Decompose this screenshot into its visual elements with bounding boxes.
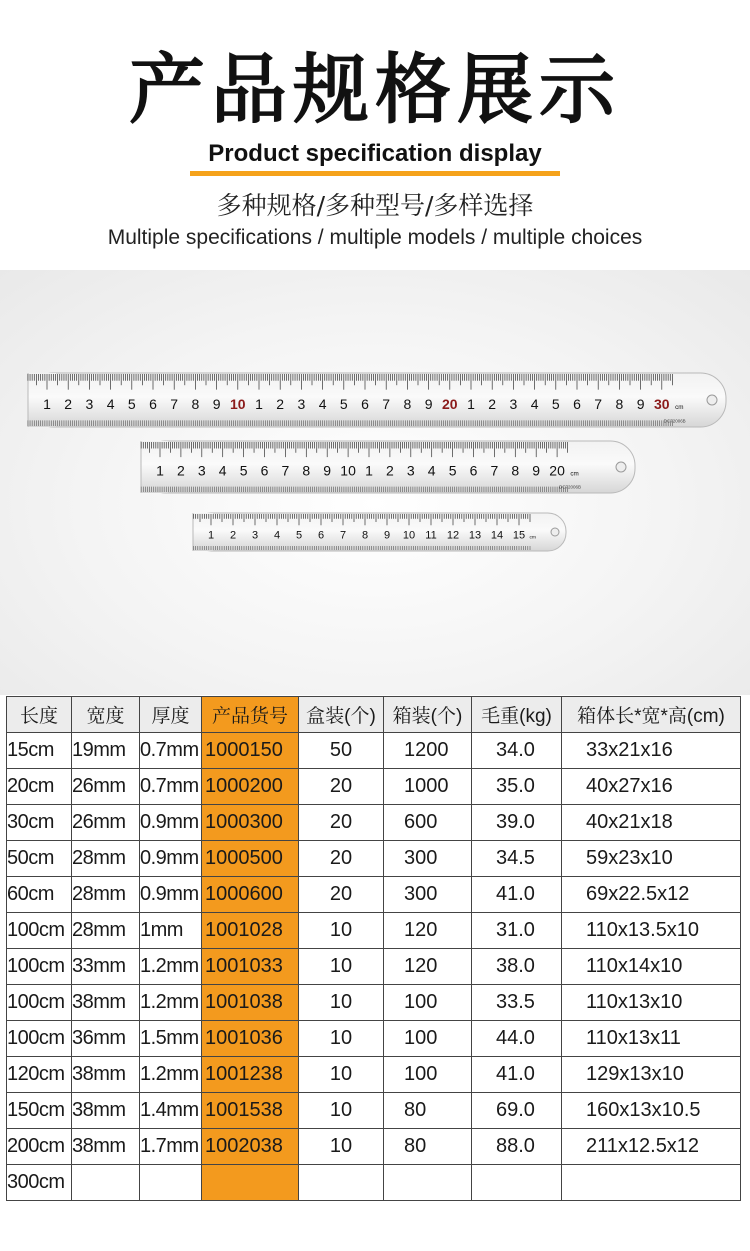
cell-gross-weight: 41.0 xyxy=(472,877,562,913)
cell-case-qty: 80 xyxy=(384,1129,472,1165)
cell-case-size: 110x14x10 xyxy=(562,949,741,985)
header-sku: 产品货号 xyxy=(202,697,299,733)
cell-sku: 1000150 xyxy=(202,733,299,769)
ruler-number: 2 xyxy=(276,395,285,412)
cell-thickness: 0.7mm xyxy=(140,769,202,805)
cell-gross-weight: 35.0 xyxy=(472,769,562,805)
cell-case-qty: 120 xyxy=(384,913,472,949)
cell-length: 15cm xyxy=(7,733,72,769)
cell-box-qty: 20 xyxy=(299,769,384,805)
ruler-number: 30 xyxy=(654,395,670,412)
cell-length: 60cm xyxy=(7,877,72,913)
ruler-svg xyxy=(192,512,567,552)
header-case-qty: 箱装(个) xyxy=(384,697,472,733)
cell-gross-weight: 69.0 xyxy=(472,1093,562,1129)
ruler-number: 3 xyxy=(509,395,518,412)
cell-sku xyxy=(202,1165,299,1201)
cell-case-size: 129x13x10 xyxy=(562,1057,741,1093)
ruler-hole xyxy=(707,395,717,405)
cell-length: 150cm xyxy=(7,1093,72,1129)
cell-gross-weight: 31.0 xyxy=(472,913,562,949)
cell-sku: 1001033 xyxy=(202,949,299,985)
cell-gross-weight: 34.5 xyxy=(472,841,562,877)
cell-width: 38mm xyxy=(72,985,140,1021)
ruler-number: 8 xyxy=(403,395,412,412)
ruler-hole xyxy=(551,528,559,536)
cell-case-size: 211x12.5x12 xyxy=(562,1129,741,1165)
cell-length: 300cm xyxy=(7,1165,72,1201)
ruler-number: 1 xyxy=(255,395,263,412)
cell-case-qty xyxy=(384,1165,472,1201)
ruler-number: 3 xyxy=(251,529,259,542)
table-row xyxy=(7,841,741,877)
ruler-number: 9 xyxy=(636,395,645,412)
cell-sku: 1001028 xyxy=(202,913,299,949)
cell-sku: 1001038 xyxy=(202,985,299,1021)
ruler-number: 8 xyxy=(361,529,369,542)
cell-thickness: 0.9mm xyxy=(140,877,202,913)
table-row xyxy=(7,769,741,805)
ruler-number: 4 xyxy=(427,462,436,479)
table-row xyxy=(7,913,741,949)
ruler-number: 5 xyxy=(239,462,248,479)
page-title: 产品规格展示 xyxy=(129,45,621,134)
cell-width: 28mm xyxy=(72,841,140,877)
table-row xyxy=(7,1129,741,1165)
cell-gross-weight: 38.0 xyxy=(472,949,562,985)
cell-sku: 1000500 xyxy=(202,841,299,877)
cell-thickness: 1mm xyxy=(140,913,202,949)
cell-thickness: 1.4mm xyxy=(140,1093,202,1129)
ruler-number: 7 xyxy=(382,395,391,412)
ruler-number: 9 xyxy=(323,462,332,479)
cell-case-qty: 300 xyxy=(384,877,472,913)
cell-case-size: 110x13x10 xyxy=(562,985,741,1021)
ruler-number: 6 xyxy=(260,462,269,479)
cell-length: 20cm xyxy=(7,769,72,805)
cell-box-qty: 20 xyxy=(299,877,384,913)
cell-box-qty: 10 xyxy=(299,949,384,985)
ruler-number: 5 xyxy=(339,395,348,412)
cell-thickness: 0.9mm xyxy=(140,841,202,877)
cell-thickness: 1.2mm xyxy=(140,949,202,985)
header-gross-weight: 毛重(kg) xyxy=(472,697,562,733)
cell-case-size: 40x27x16 xyxy=(562,769,741,805)
cell-length: 200cm xyxy=(7,1129,72,1165)
cell-sku: 1000200 xyxy=(202,769,299,805)
ruler-number: 9 xyxy=(212,395,221,412)
cell-gross-weight: 33.5 xyxy=(472,985,562,1021)
cell-width: 36mm xyxy=(72,1021,140,1057)
cell-box-qty: 10 xyxy=(299,1093,384,1129)
cell-case-qty: 100 xyxy=(384,1057,472,1093)
cell-thickness: 1.2mm xyxy=(140,985,202,1021)
ruler-number: 5 xyxy=(448,462,457,479)
ruler-number: 7 xyxy=(281,462,290,479)
ruler-15cm xyxy=(192,512,567,552)
cell-case-size xyxy=(562,1165,741,1201)
cell-sku: 1000300 xyxy=(202,805,299,841)
ruler-number: 8 xyxy=(511,462,520,479)
ruler-number: 2 xyxy=(488,395,497,412)
cell-sku: 1002038 xyxy=(202,1129,299,1165)
cell-box-qty xyxy=(299,1165,384,1201)
cell-thickness: 1.2mm xyxy=(140,1057,202,1093)
header-thickness: 厚度 xyxy=(140,697,202,733)
table-row xyxy=(7,1165,741,1201)
table-row xyxy=(7,985,741,1021)
table-header-row xyxy=(7,697,741,733)
header-width: 宽度 xyxy=(72,697,140,733)
ruler-number: 3 xyxy=(297,395,306,412)
ruler-number: 4 xyxy=(530,395,539,412)
ruler-number: 3 xyxy=(406,462,415,479)
cell-width: 26mm xyxy=(72,769,140,805)
cell-box-qty: 10 xyxy=(299,1021,384,1057)
cell-case-qty: 100 xyxy=(384,985,472,1021)
header xyxy=(0,0,750,270)
ruler-number: 4 xyxy=(318,395,327,412)
cell-thickness xyxy=(140,1165,202,1201)
table-row xyxy=(7,1021,741,1057)
cell-box-qty: 20 xyxy=(299,841,384,877)
ruler-number: 2 xyxy=(229,529,237,542)
ruler-number: 8 xyxy=(191,395,200,412)
table-row xyxy=(7,877,741,913)
ruler-number: 4 xyxy=(273,529,281,542)
ruler-number: 7 xyxy=(594,395,603,412)
table-row xyxy=(7,733,741,769)
ruler-20cm xyxy=(140,440,636,494)
ruler-number: 8 xyxy=(302,462,311,479)
ruler-number: 14 xyxy=(490,529,504,542)
ruler-number: 5 xyxy=(127,395,136,412)
ruler-number: 9 xyxy=(424,395,433,412)
cell-gross-weight: 41.0 xyxy=(472,1057,562,1093)
ruler-number: 6 xyxy=(361,395,369,412)
cell-box-qty: 10 xyxy=(299,913,384,949)
cell-box-qty: 10 xyxy=(299,1057,384,1093)
cell-case-size: 69x22.5x12 xyxy=(562,877,741,913)
ruler-number: 1 xyxy=(365,462,373,479)
cell-box-qty: 10 xyxy=(299,985,384,1021)
ruler-number: 3 xyxy=(197,462,206,479)
ruler-number: 10 xyxy=(402,529,416,542)
cell-width: 28mm xyxy=(72,913,140,949)
cell-gross-weight: 34.0 xyxy=(472,733,562,769)
ruler-number: 7 xyxy=(170,395,179,412)
ruler-unit: cm xyxy=(570,470,579,478)
cell-length: 120cm xyxy=(7,1057,72,1093)
header-case-size: 箱体长*宽*高(cm) xyxy=(562,697,741,733)
ruler-number: 13 xyxy=(468,529,482,542)
cell-width: 33mm xyxy=(72,949,140,985)
ruler-code: DC72006B xyxy=(663,418,686,424)
ruler-number: 6 xyxy=(149,395,157,412)
ruler-number: 2 xyxy=(177,462,185,479)
cell-width xyxy=(72,1165,140,1201)
page-title-english: Product specification display xyxy=(208,140,542,167)
cell-case-size: 110x13x11 xyxy=(562,1021,741,1057)
cell-case-qty: 1000 xyxy=(384,769,472,805)
cell-case-size: 40x21x18 xyxy=(562,805,741,841)
cell-width: 26mm xyxy=(72,805,140,841)
ruler-number: 1 xyxy=(156,462,164,479)
header-length: 长度 xyxy=(7,697,72,733)
ruler-number: 10 xyxy=(340,462,356,479)
ruler-code: DC72006B xyxy=(559,484,581,490)
cell-case-size: 33x21x16 xyxy=(562,733,741,769)
table-row xyxy=(7,1093,741,1129)
ruler-hole xyxy=(616,462,626,472)
subtitle: 多种规格/多种型号/多样选择 xyxy=(216,191,534,220)
title-underline xyxy=(190,171,560,176)
cell-gross-weight xyxy=(472,1165,562,1201)
ruler-unit: cm xyxy=(675,403,684,411)
cell-case-qty: 1200 xyxy=(384,733,472,769)
ruler-number: 1 xyxy=(467,395,475,412)
cell-case-size: 110x13.5x10 xyxy=(562,913,741,949)
table-row xyxy=(7,1057,741,1093)
cell-length: 100cm xyxy=(7,913,72,949)
cell-case-qty: 120 xyxy=(384,949,472,985)
ruler-number: 20 xyxy=(442,395,458,412)
ruler-number: 2 xyxy=(386,462,394,479)
ruler-svg xyxy=(27,372,727,428)
cell-sku: 1001238 xyxy=(202,1057,299,1093)
ruler-number: 20 xyxy=(549,462,565,479)
ruler-number: 6 xyxy=(317,529,325,542)
cell-width: 19mm xyxy=(72,733,140,769)
ruler-svg xyxy=(140,440,636,494)
ruler-number: 4 xyxy=(218,462,227,479)
cell-thickness: 1.5mm xyxy=(140,1021,202,1057)
cell-width: 38mm xyxy=(72,1093,140,1129)
ruler-number: 6 xyxy=(573,395,581,412)
ruler-number: 12 xyxy=(446,529,460,542)
cell-thickness: 1.7mm xyxy=(140,1129,202,1165)
cell-length: 30cm xyxy=(7,805,72,841)
cell-width: 38mm xyxy=(72,1057,140,1093)
ruler-number: 8 xyxy=(615,395,624,412)
cell-length: 100cm xyxy=(7,1021,72,1057)
ruler-number: 10 xyxy=(230,395,246,412)
ruler-number: 9 xyxy=(383,529,391,542)
cell-length: 50cm xyxy=(7,841,72,877)
ruler-number: 6 xyxy=(469,462,478,479)
cell-sku: 1001036 xyxy=(202,1021,299,1057)
product-photo xyxy=(0,270,750,695)
cell-width: 38mm xyxy=(72,1129,140,1165)
cell-box-qty: 50 xyxy=(299,733,384,769)
cell-thickness: 0.9mm xyxy=(140,805,202,841)
ruler-unit: cm xyxy=(529,535,537,541)
cell-gross-weight: 88.0 xyxy=(472,1129,562,1165)
ruler-number: 15 xyxy=(512,529,526,542)
ruler-number: 1 xyxy=(207,529,215,542)
ruler-number: 9 xyxy=(532,462,541,479)
cell-case-qty: 100 xyxy=(384,1021,472,1057)
ruler-number: 2 xyxy=(64,395,73,412)
table-row xyxy=(7,949,741,985)
ruler-number: 4 xyxy=(106,395,115,412)
subtitle-english: Multiple specifications / multiple models / multiple choices xyxy=(107,226,643,249)
ruler-number: 3 xyxy=(85,395,94,412)
cell-thickness: 0.7mm xyxy=(140,733,202,769)
cell-box-qty: 10 xyxy=(299,1129,384,1165)
ruler-number: 5 xyxy=(295,529,303,542)
cell-sku: 1000600 xyxy=(202,877,299,913)
cell-case-size: 59x23x10 xyxy=(562,841,741,877)
ruler-number: 5 xyxy=(551,395,560,412)
cell-width: 28mm xyxy=(72,877,140,913)
cell-length: 100cm xyxy=(7,949,72,985)
cell-case-qty: 80 xyxy=(384,1093,472,1129)
cell-sku: 1001538 xyxy=(202,1093,299,1129)
ruler-number: 11 xyxy=(425,529,437,542)
cell-case-qty: 300 xyxy=(384,841,472,877)
cell-gross-weight: 39.0 xyxy=(472,805,562,841)
cell-gross-weight: 44.0 xyxy=(472,1021,562,1057)
header-box-qty: 盒装(个) xyxy=(299,697,384,733)
spec-table xyxy=(6,696,741,1201)
ruler-30cm xyxy=(27,372,727,428)
ruler-number: 1 xyxy=(43,395,51,412)
table-row xyxy=(7,805,741,841)
cell-length: 100cm xyxy=(7,985,72,1021)
ruler-number: 7 xyxy=(339,529,347,542)
cell-box-qty: 20 xyxy=(299,805,384,841)
ruler-number: 7 xyxy=(490,462,499,479)
cell-case-qty: 600 xyxy=(384,805,472,841)
cell-case-size: 160x13x10.5 xyxy=(562,1093,741,1129)
